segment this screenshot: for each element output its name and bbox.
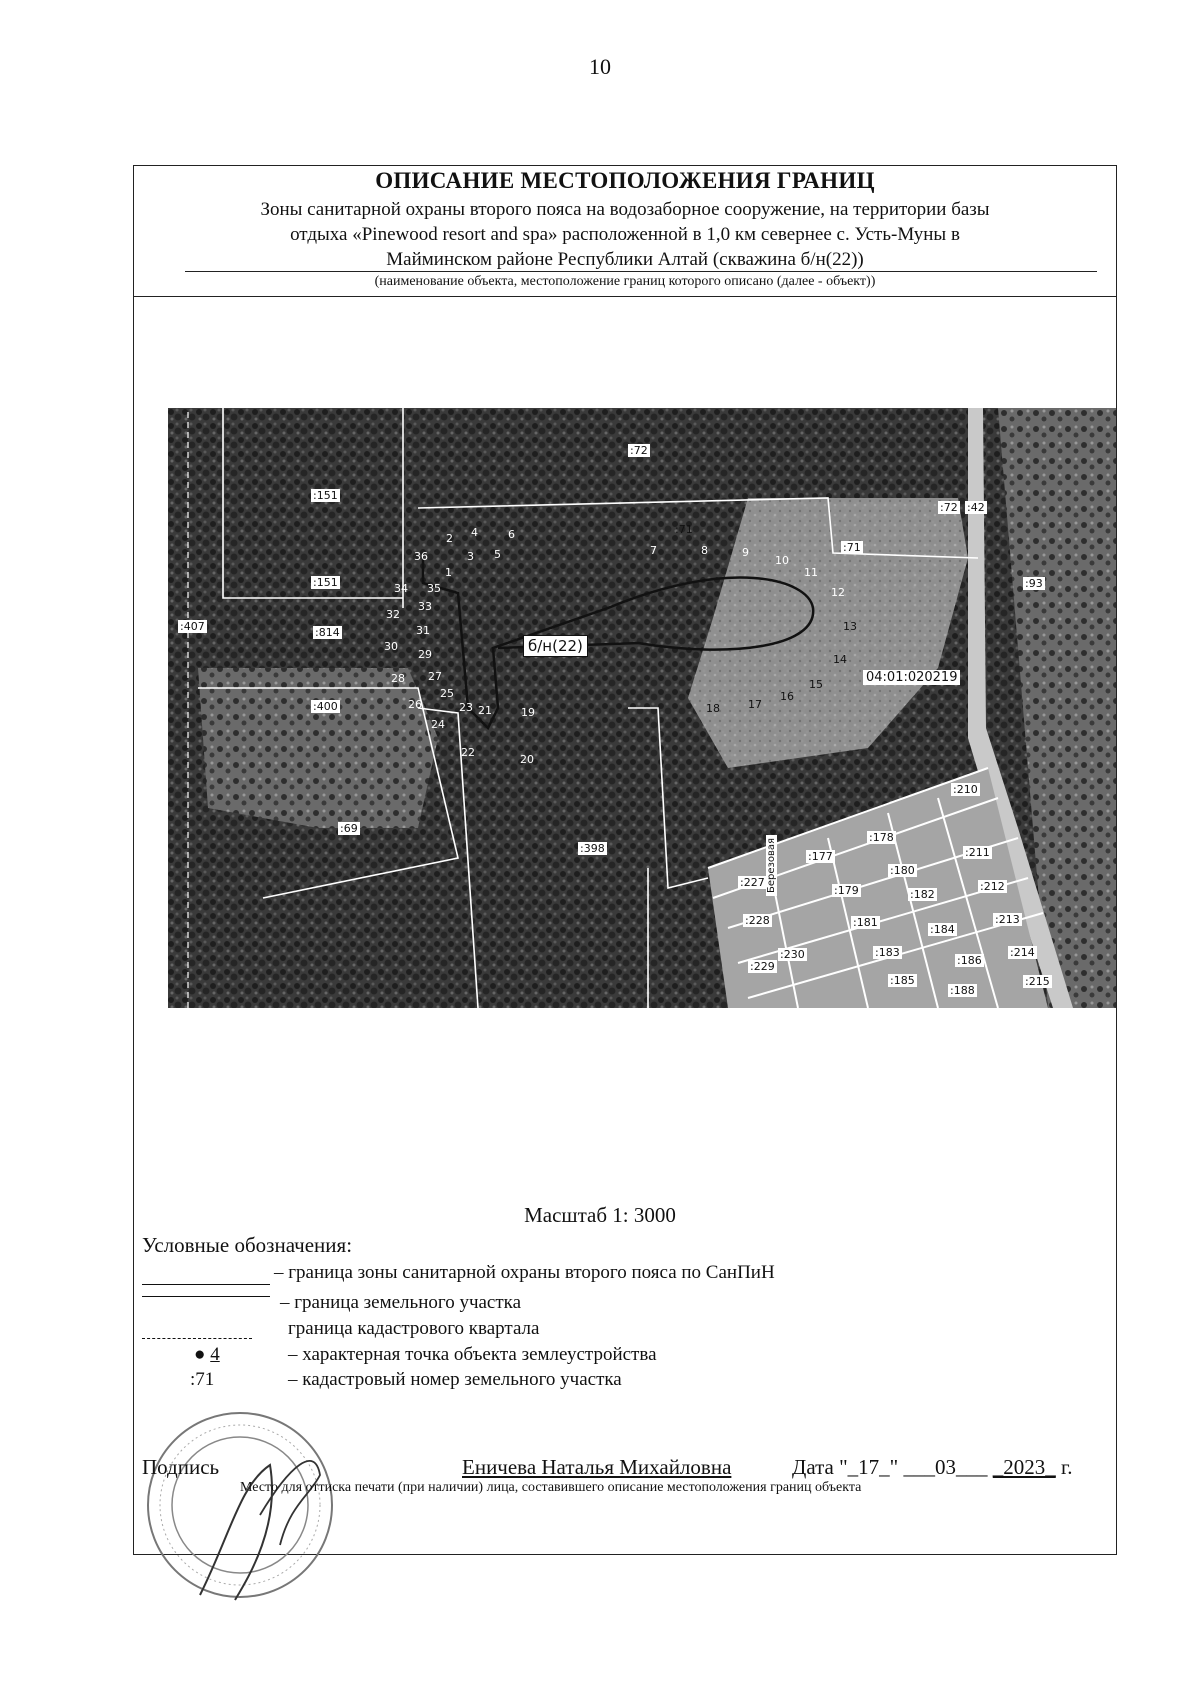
map-point: 33 [418,600,432,613]
map-point: 30 [384,640,398,653]
signature-label: Подпись [142,1455,220,1479]
map-point: 34 [394,582,408,595]
subtitle-underline [185,271,1097,272]
parcel-label: :188 [950,984,975,997]
parcel-label: :151 [313,576,338,589]
parcel-label: :69 [340,822,358,835]
legend-title: Условные обозначения: [142,1233,353,1257]
map-point: 14 [833,653,847,666]
parcel-label: :230 [780,948,805,961]
map-point: 29 [418,648,432,661]
parcel-label: :180 [890,864,915,877]
seal-stamp [140,1405,340,1605]
map-point: 13 [843,620,857,633]
map-point: 27 [428,670,442,683]
parcel-label: :814 [315,626,340,639]
parcel-label: :213 [995,913,1020,926]
parcel-label: :151 [313,489,338,502]
signature-row [142,1455,1132,1480]
parcel-label: :211 [965,846,990,859]
map-point: 19 [521,706,535,719]
parcel-label: :185 [890,974,915,987]
parcel-label: :228 [745,914,770,927]
date-field: Дата "_17_" ___03___ _2023_ г. [792,1455,1073,1479]
legend-zone-line [142,1284,270,1285]
legend-quarter-line [142,1338,252,1339]
parcel-label: :227 [740,876,765,889]
map-point: 1 [445,566,452,579]
map-point: 21 [478,704,492,717]
map-point: 22 [461,746,475,759]
parcel-label: :72 [630,444,648,457]
document-subtitle [183,197,1067,272]
map-point: 24 [431,718,445,731]
parcel-label: :71 [675,523,693,536]
parcel-label: :214 [1010,946,1035,959]
subtitle-line: отдыха «Pinewood resort and spa» расположенной в 1,0 км севернее с. Усть-Муны в [290,224,960,245]
map-point: 8 [701,544,708,557]
map-point: 25 [440,687,454,700]
parcel-label: :184 [930,923,955,936]
map-point: 16 [780,690,794,703]
map-point: 9 [742,546,749,559]
parcel-label: :400 [313,700,338,713]
subtitle-line: Майминском районе Республики Алтай (скважина б/н(22)) [386,249,864,270]
map-point: 3 [467,550,474,563]
parcel-label: :181 [853,916,878,929]
map-point: 4 [471,526,478,539]
parcel-label: :93 [1025,577,1043,590]
map-point: 35 [427,582,441,595]
quarter-label: 04:01:020219 [863,670,960,685]
cadastral-map [168,408,1116,1008]
parcel-label: :178 [869,831,894,844]
subtitle-line: Зоны санитарной охраны второго пояса на водозаборное сооружение, на территории базы [260,199,990,220]
map-scale: Масштаб 1: 3000 [524,1203,676,1227]
street-label: Березовая [766,835,777,896]
map-point: 10 [775,554,789,567]
parcel-label: :407 [180,620,205,633]
document-title: ОПИСАНИЕ МЕСТОПОЛОЖЕНИЯ ГРАНИЦ [375,168,875,193]
point-symbol: ● 4 [194,1344,220,1365]
parcel-label: :398 [580,842,605,855]
zone-label: б/н(22) [523,635,588,657]
map-point: 36 [414,550,428,563]
map-point: 20 [520,753,534,766]
object-caption: (наименование объекта, местоположение границ которого описано (далее - объект)) [374,274,876,289]
parcel-label: :210 [953,783,978,796]
parcel-label: :179 [834,884,859,897]
page-number: 10 [589,54,611,79]
parcel-label: :229 [750,960,775,973]
map-point: 15 [809,678,823,691]
map-point: 26 [408,698,422,711]
map-point: 7 [650,544,657,557]
parcel-label: :72 [940,501,958,514]
map-point: 28 [391,672,405,685]
parcel-label: :212 [980,880,1005,893]
map-point: 31 [416,624,430,637]
parcel-label: :215 [1025,975,1050,988]
parcel-label: :186 [957,954,982,967]
legend-parcel-line [142,1296,270,1297]
header-divider [133,296,1117,297]
map-point: 5 [494,548,501,561]
stamp-caption: Место для оттиска печати (при наличии) лица, составившего описание местоположения границ объекта [240,1480,862,1495]
signer-name: Еничева Наталья Михайловна [462,1455,732,1479]
map-point: 12 [831,586,845,599]
parcel-label: :177 [808,850,833,863]
parcel-symbol: :71 [190,1369,215,1390]
parcel-label: :183 [875,946,900,959]
map-point: 2 [446,532,453,545]
parcel-label: :182 [910,888,935,901]
map-point: 6 [508,528,515,541]
map-point: 11 [804,566,818,579]
map-point: 18 [706,702,720,715]
parcel-label: :71 [843,541,861,554]
map-point: 17 [748,698,762,711]
map-point: 23 [459,701,473,714]
map-point: 32 [386,608,400,621]
parcel-label: :42 [967,501,985,514]
